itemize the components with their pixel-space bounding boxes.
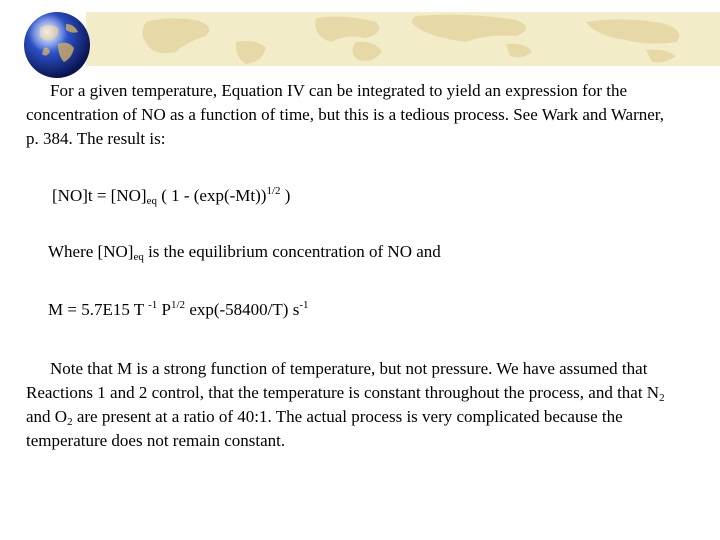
header-banner [86,12,720,66]
equation-eq-subscript: eq [146,195,157,207]
m-equation-sup2: 1/2 [171,299,186,311]
where-line-subscript: eq [133,251,144,263]
where-line-before: Where [NO] [48,242,134,261]
m-equation-part3: exp(-58400/T) s [185,300,300,319]
intro-paragraph [26,79,666,151]
equation-close: ) [280,186,291,205]
note-part2: and O [26,407,68,426]
equation-exponent: 1/2 [266,185,281,197]
m-equation [48,298,688,322]
m-equation-sup1: -1 [148,299,158,311]
equation-lhs: [NO]t = [NO] [52,186,147,205]
m-equation-part1: M = 5.7E15 T [48,300,149,319]
note-part1: Note that M is a strong function of temperature, but not pressure. We have assumed that Reactions 1 and 2 control, that the temperature is constant throughout the process, and that N [26,359,660,402]
globe-icon [14,2,100,88]
where-line-after: is the equilibrium concentration of NO and [143,242,441,261]
m-equation-sup3: -1 [299,299,309,311]
world-map-pattern [86,12,720,66]
note-paragraph [26,357,666,453]
concentration-equation [52,184,692,208]
note-part3: are present at a ratio of 40:1. The actual process is very complicated because the temperature does not remain constant. [26,407,623,450]
note-sub1: 2 [659,392,665,404]
intro-paragraph-text: For a given temperature, Equation IV can be integrated to yield an expression for the concentration of NO as a function of time, but this is a tedious process. See Wark and Warner, p. 384. The result is: [26,81,665,148]
equation-rhs: ( 1 - (exp(-Mt)) [156,186,267,205]
m-equation-part2: P [157,300,171,319]
note-sub2: 2 [67,416,73,428]
where-line [48,240,688,264]
